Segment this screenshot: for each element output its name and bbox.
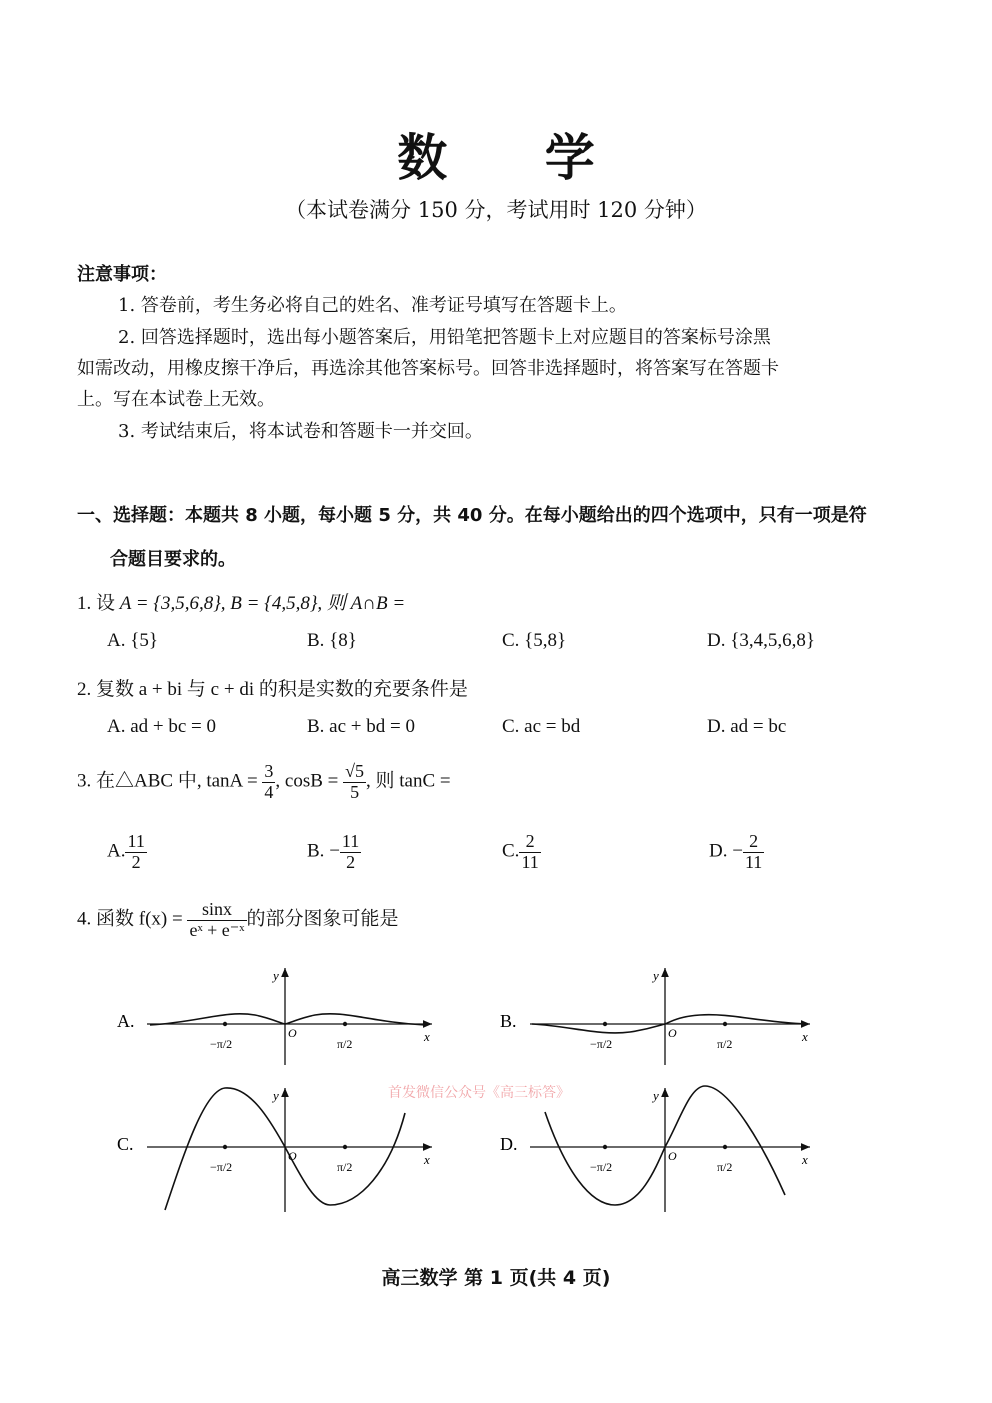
section-heading: 一、选择题：本题共 8 小题，每小题 5 分，共 40 分。在每小题给出的四个选项中，只有一项是符 [77,505,867,526]
q3-option-a: A. $\frac{11}{2}$ [107,831,145,872]
q2-option-c: C. ac = bd [502,716,581,737]
tick-pos-half-pi [343,1022,347,1026]
q4-part-a: 4. 函数 f(x) = [77,908,188,930]
exam-info: （本试卷满分 150 分，考试用时 120 分钟） [285,198,707,222]
section-heading-cont: 合题目要求的。 [110,549,236,570]
note-2-end: 上。写在本试卷上无效。 [77,389,275,410]
y-label: y [273,968,279,983]
q1-math: A = {3,5,6,8}, B = {4,5,8}, 则 A∩B = [119,593,406,614]
note-2: 2. 回答选择题时，选出每小题答案后，用铅笔把答题卡上对应题目的答案标号涂黑 [118,327,771,348]
tick-pos-half-pi [723,1022,727,1026]
graph-label: C. [117,1134,134,1154]
frac-den: eˣ + e⁻ˣ [189,919,245,940]
tick-neg-half-pi [603,1022,607,1026]
frac-num: √5 [345,761,365,781]
watermark: 首发微信公众号《高三标答》 [388,1085,570,1101]
question-2: 2. 复数 a + bi 与 c + di 的积是实数的充要条件是 [77,679,468,700]
pos-half-pi-label: π/2 [337,1037,353,1051]
frac-num: sinx [187,900,246,921]
pos-half-pi-label: π/2 [717,1160,733,1174]
q3-option-c: C. $\frac{2}{11}$ [502,831,539,872]
graph-label: A. [117,1011,135,1031]
q1-option-d: D. {3,4,5,6,8} [707,630,815,651]
tick-neg-half-pi [603,1145,607,1149]
q4-part-b: 的部分图象可能是 [246,908,399,930]
q1-option-b: B. {8} [307,630,357,651]
function-curve [150,1014,425,1025]
q2-option-d: D. ad = bc [707,716,787,737]
origin-label: O [288,1149,297,1163]
page-footer: 高三数学 第 1 页(共 4 页) [381,1267,611,1289]
notes-heading: 注意事项： [77,264,167,285]
q3-part-a: 3. 在△ABC 中, tanA = [77,770,263,792]
x-label: x [802,1152,808,1167]
graph-label: D. [500,1134,518,1154]
x-label: x [424,1029,430,1044]
neg-half-pi-label: −π/2 [590,1037,613,1051]
x-label: x [802,1029,808,1044]
q3-part-b: , cosB = [275,770,344,792]
frac-den: 5 [350,781,360,802]
origin-label: O [668,1149,677,1163]
neg-half-pi-label: −π/2 [210,1160,233,1174]
y-label: y [273,1088,279,1103]
q1-option-c: C. {5,8} [502,630,567,651]
note-3: 3. 考试结束后，将本试卷和答题卡一并交回。 [118,421,483,442]
neg-half-pi-label: −π/2 [210,1037,233,1051]
pos-half-pi-label: π/2 [337,1160,353,1174]
note-1: 1. 答卷前，考生务必将自己的姓名、准考证号填写在答题卡上。 [118,295,627,316]
neg-half-pi-label: −π/2 [590,1160,613,1174]
x-label: x [424,1152,430,1167]
tick-pos-half-pi [723,1145,727,1149]
q1-prefix: 1. 设 [77,593,120,614]
pos-half-pi-label: π/2 [717,1037,733,1051]
q1-option-a: A. {5} [107,630,158,651]
origin-label: O [288,1026,297,1040]
frac-den: 4 [264,781,274,802]
y-label: y [653,1088,659,1103]
q3-option-d: D. − $\frac{2}{11}$ [709,831,763,872]
frac-num: 3 [264,761,274,781]
tick-neg-half-pi [223,1022,227,1026]
tick-neg-half-pi [223,1145,227,1149]
q2-option-a: A. ad + bc = 0 [107,716,217,737]
note-2-cont: 如需改动，用橡皮擦干净后，再选涂其他答案标号。回答非选择题时，将答案写在答题卡 [77,358,779,379]
y-label: y [653,968,659,983]
graph-label: B. [500,1011,517,1031]
tick-pos-half-pi [343,1145,347,1149]
q3-option-b: B. − $\frac{11}{2}$ [307,831,360,872]
q2-option-b: B. ac + bd = 0 [307,716,415,737]
q3-part-c: , 则 tanC = [366,770,451,792]
origin-label: O [668,1026,677,1040]
page-title: 数 学 [397,128,635,187]
